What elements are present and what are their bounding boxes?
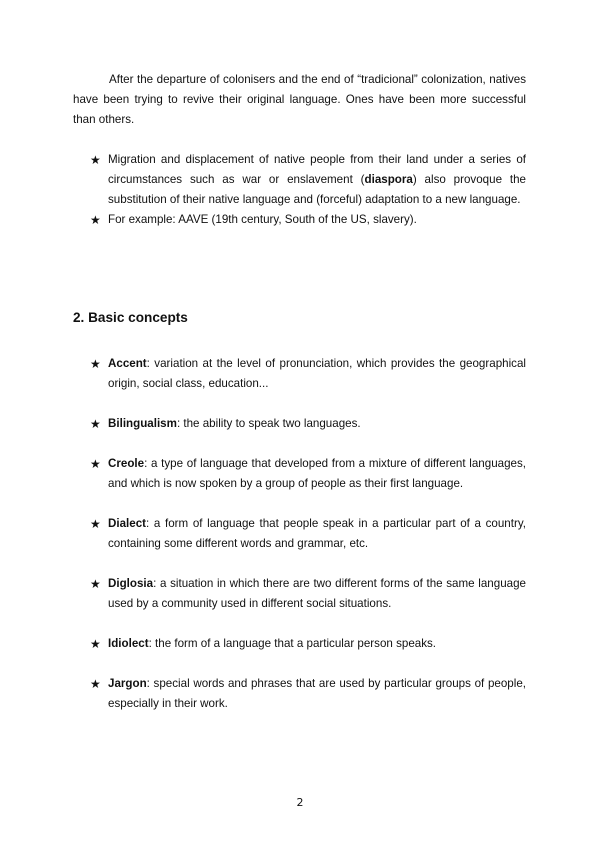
concept-definition: : a situation in which there are two different forms of the same language used by a community used in different social situations. <box>108 577 526 610</box>
concept-term: Dialect <box>108 517 147 530</box>
concept-item-diglosia <box>90 574 526 614</box>
concept-term: Jargon <box>108 677 147 690</box>
intro-paragraph: After the departure of colonisers and the end of “tradicional” colonization, natives have been trying to revive their original language. Ones have been more successful than others. <box>73 73 526 126</box>
concept-item-creole <box>90 454 526 494</box>
concept-term: Bilingualism <box>108 417 177 430</box>
list-item <box>90 150 526 210</box>
section-heading: 2. Basic concepts <box>73 310 188 325</box>
concept-term: Accent <box>108 357 147 370</box>
concept-term: Idiolect <box>108 637 149 650</box>
star-bullet-icon: ★ <box>90 577 101 591</box>
concept-item-idiolect <box>90 634 526 654</box>
concept-term: Creole <box>108 457 145 470</box>
concept-item-jargon <box>90 674 526 714</box>
bullet-text-before: Migration and displacement of native people from their land under a series of circumstances such as war or enslavement ( <box>108 153 526 186</box>
concept-term: Diglosia <box>108 577 154 590</box>
top-bullet-list <box>90 150 526 230</box>
concept-definition: : the ability to speak two languages. <box>176 417 361 430</box>
concept-item-bilingualism <box>90 414 526 434</box>
star-bullet-icon: ★ <box>90 357 101 371</box>
bullet-bold-term: diaspora <box>364 173 413 186</box>
concept-definition: : the form of a language that a particular person speaks. <box>148 637 437 650</box>
concept-definition: : a form of language that people speak in a particular part of a country, containing some different words and grammar, etc. <box>108 517 526 550</box>
concept-list <box>90 354 526 734</box>
page-number: 2 <box>296 796 304 809</box>
bullet-text-after: ) also provoque the substitution of their native language and (forceful) adaptation to a new language. <box>108 173 526 206</box>
star-bullet-icon: ★ <box>90 457 101 471</box>
concept-definition: : variation at the level of pronunciation, which provides the geographical origin, social class, education... <box>108 357 526 390</box>
star-bullet-icon: ★ <box>90 417 101 431</box>
star-bullet-icon: ★ <box>90 213 101 227</box>
list-item <box>90 210 526 230</box>
star-bullet-icon: ★ <box>90 637 101 651</box>
concept-definition: : special words and phrases that are used by particular groups of people, especially in their work. <box>108 677 526 710</box>
concept-definition: : a type of language that developed from a mixture of different languages, and which is now spoken by a group of people as their first language. <box>108 457 526 490</box>
star-bullet-icon: ★ <box>90 677 101 691</box>
star-bullet-icon: ★ <box>90 517 101 531</box>
concept-item-dialect <box>90 514 526 554</box>
bullet-text: For example: AAVE (19th century, South of the US, slavery). <box>108 213 417 226</box>
concept-item-accent <box>90 354 526 394</box>
star-bullet-icon: ★ <box>90 153 101 167</box>
